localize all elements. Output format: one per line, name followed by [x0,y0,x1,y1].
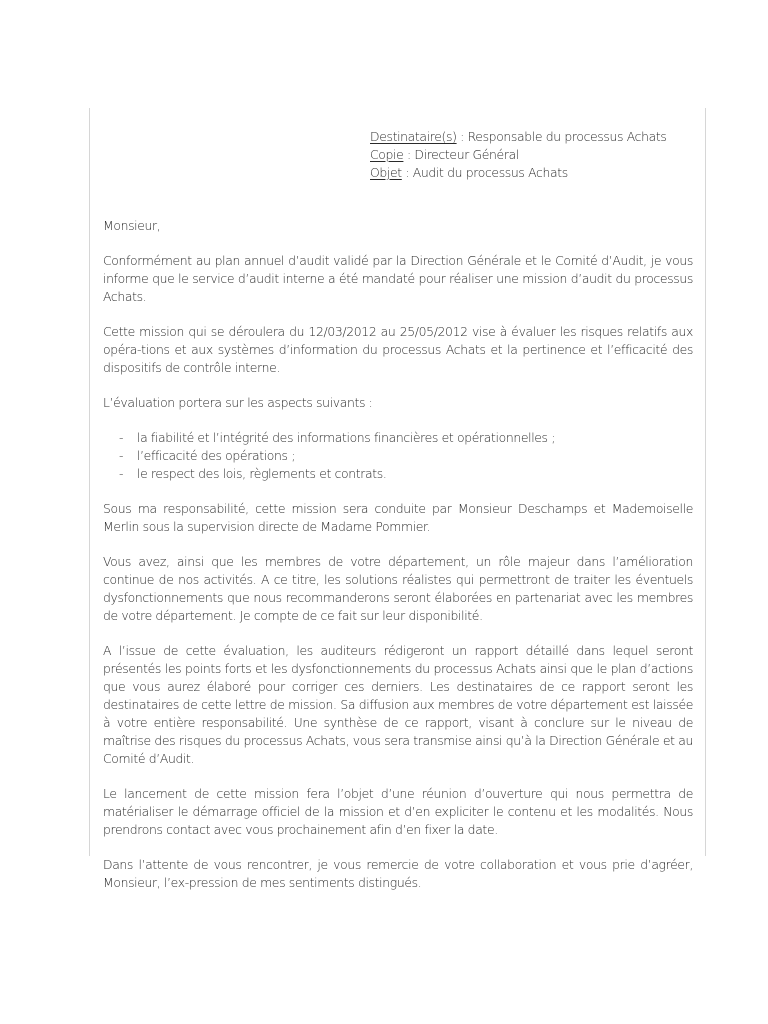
list-item [103,447,693,465]
paragraph-closing: Dans l’attente de vous rencontrer, je vous remercie de votre collaboration et vous prie d’agréer, Monsieur, l’ex-pression de mes sentiments distingués. [103,857,693,890]
list-item [103,429,693,447]
list-item-text: l’efficacité des opérations ; [137,448,296,463]
paragraph-opening-meeting: Le lancement de cette mission fera l’objet d’une réunion d’ouverture qui nous permettra de matérialiser le démarrage officiel de la mission et d’en expliciter le contenu et les modalités. Nous prendrons contact avec vous prochainement afin d’en fixer la date. [103,786,693,837]
recipients-label: Destinataire(s) [370,129,457,144]
paragraph-mandate: Conformément au plan annuel d’audit validé par la Direction Générale et le Comité d’Audit, je vous informe que le service d’audit interne a été mandaté pour réaliser une mission d’audit du processus Achats. [103,253,693,304]
recipients-value: : Responsable du processus Achats [456,129,667,144]
bullet-dash: - [119,448,124,463]
recipients-line [370,128,666,146]
letter-header [370,128,666,182]
letter-body [103,217,693,909]
page-border-left [89,108,90,856]
paragraph-report: A l’issue de cette évaluation, les auditeurs rédigeront un rapport détaillé dans lequel seront présentés les points forts et les dysfonctionnements du processus Achats ainsi que le plan d’actions que vous aurez élaboré pour corriger ces derniers. Les destinataires de ce rapport seront les destinataires de cette lettre de mission. Sa diffusion aux membres de votre département est laissée à votre entière responsabilité. Une synthèse de ce rapport, visant à conclure sur le niveau de maîtrise des risques du processus Achats, vous sera transmise ainsi qu’à la Direction Générale et au Comité d’Audit. [103,643,693,766]
evaluation-intro: L’évaluation portera sur les aspects suivants : [103,395,373,410]
subject-value: : Audit du processus Achats [401,165,568,180]
copy-line [370,146,666,164]
copy-value: : Directeur Général [403,147,519,162]
paragraph-mission-scope: Cette mission qui se déroulera du 12/03/2012 au 25/05/2012 vise à évaluer les risques relatifs aux opéra-tions et aux systèmes d’information du processus Achats et la pertinence et l’efficacité des dispositifs de contrôle interne. [103,324,693,375]
list-item-text: la fiabilité et l’intégrité des informations financières et opérationnelles ; [137,430,556,445]
list-item [103,465,693,483]
subject-label: Objet [370,165,402,180]
paragraph-team: Sous ma responsabilité, cette mission sera conduite par Monsieur Deschamps et Mademoiselle Merlin sous la supervision directe de Madame Pommier. [103,501,693,534]
evaluation-aspects-list [103,429,693,483]
subject-line [370,164,666,182]
page-border-right [705,108,706,856]
bullet-dash: - [119,430,124,445]
bullet-dash: - [119,466,124,481]
list-item-text: le respect des lois, règlements et contrats. [137,466,387,481]
salutation: Monsieur, [103,218,161,233]
paragraph-department-role: Vous avez, ainsi que les membres de votre département, un rôle majeur dans l’amélioration continue de nos activités. A ce titre, les solutions réalistes qui permettront de traiter les éventuels dysfonctionnements que nous recommanderons seront élaborées en partenariat avec les membres de votre département. Je compte de ce fait sur leur disponibilité. [103,554,693,623]
copy-label: Copie [370,147,404,162]
